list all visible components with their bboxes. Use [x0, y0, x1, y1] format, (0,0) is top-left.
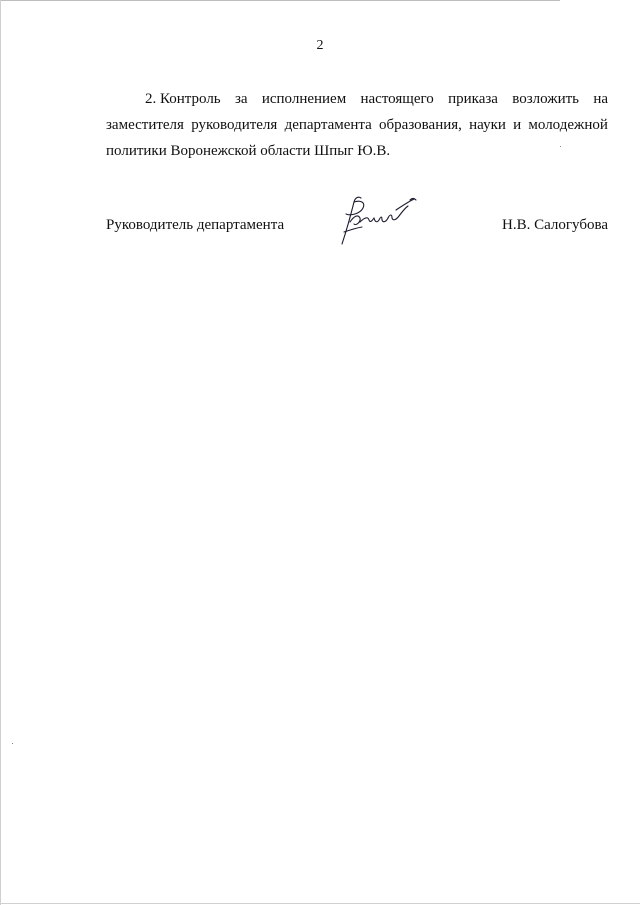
word: молодежной: [528, 117, 608, 133]
scan-speck: [12, 743, 13, 744]
word: за: [234, 91, 248, 107]
word: департамента: [284, 117, 372, 133]
paragraph-line-2: [106, 112, 608, 138]
word: на: [593, 91, 608, 107]
order-paragraph: [106, 86, 608, 164]
word: исполнением: [261, 91, 347, 107]
word: и: [513, 117, 522, 133]
word: настоящего: [360, 91, 434, 107]
paragraph-line-1: [106, 86, 608, 112]
page-bottom-edge: [0, 903, 640, 904]
page-top-edge: [0, 0, 560, 1]
signer-title: Руководитель департамента: [106, 217, 285, 233]
word: руководителя: [191, 117, 278, 133]
word: образования,: [379, 117, 462, 133]
word: заместителя: [106, 117, 184, 133]
handwritten-signature: [336, 192, 422, 248]
page-left-edge: [0, 0, 1, 905]
paragraph-line-3: политики Воронежской области Шпыг Ю.В.: [106, 143, 391, 159]
scan-speck: [560, 146, 561, 147]
word: науки: [469, 117, 506, 133]
signer-name: Н.В. Салогубова: [502, 217, 608, 233]
word: возложить: [512, 91, 580, 107]
page-number: 2: [316, 38, 324, 53]
word: приказа: [448, 91, 498, 107]
word: 2. Контроль: [145, 91, 221, 107]
